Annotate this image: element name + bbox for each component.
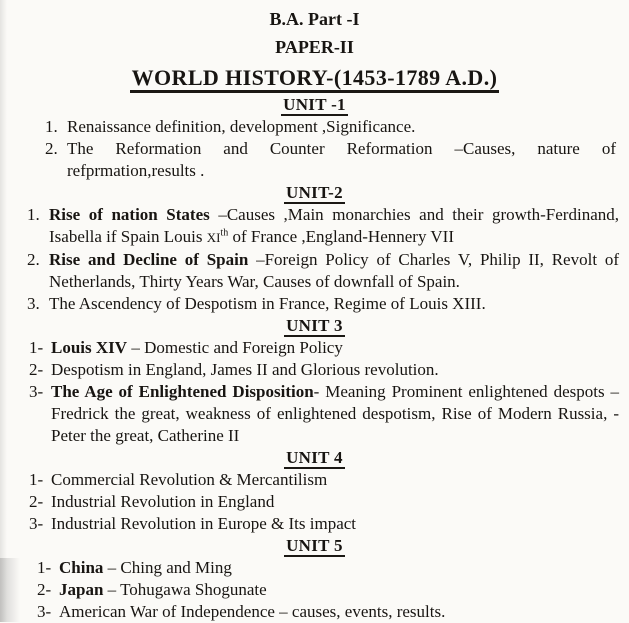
list-item — [27, 249, 619, 293]
item-bold-text: Louis XIV — [51, 338, 128, 357]
item-text: Industrial Revolution in England — [51, 492, 275, 511]
unit-heading-1 — [0, 94, 629, 116]
item-text: –Causes ,Main monarchies and their growth-Ferdinand, Isabella if Spain Louis — [49, 205, 619, 246]
item-text: The Reformation and Counter Reformation –Causes, nature of refprmation,results . — [67, 139, 616, 180]
item-bold-text: Japan — [59, 580, 104, 599]
list-item — [37, 557, 619, 579]
list-item — [27, 293, 619, 315]
item-marker: 1- — [37, 558, 52, 577]
item-text: - Meaning Prominent enlightened despots – Fredrick the great, weakness of enlightened despotism, Rise of Modern Russia, -Peter the great, Catherine II — [51, 382, 619, 445]
unit-heading-4-text: UNIT 4 — [286, 448, 343, 467]
item-marker: 2- — [29, 360, 44, 379]
unit-3-items — [29, 337, 619, 447]
superscript: th — [220, 227, 229, 239]
item-text: –Foreign Policy of Charles V, Philip II, Revolt of Netherlands, Thirty Years War, Causes of downfall of Spain. — [49, 250, 619, 291]
unit-5-items — [37, 557, 619, 623]
item-bold-text: China — [59, 558, 104, 577]
list-item — [45, 116, 616, 138]
unit-heading-4 — [0, 447, 629, 469]
unit-heading-3-text: UNIT 3 — [286, 316, 343, 335]
item-bold-text: Rise of nation States — [49, 205, 210, 224]
list-item — [29, 381, 619, 447]
list-item — [29, 337, 619, 359]
item-bold-text: The Age of Enlightened Disposition — [51, 382, 314, 401]
item-text: Commercial Revolution & Mercantilism — [51, 470, 328, 489]
list-item — [29, 491, 619, 513]
list-item — [29, 359, 619, 381]
item-marker: 2. — [27, 250, 40, 269]
list-item — [29, 513, 619, 535]
scan-smudge — [0, 558, 20, 622]
item-marker: 2- — [29, 492, 44, 511]
item-text: American War of Independence – causes, events, results. — [59, 602, 446, 621]
list-item — [27, 204, 619, 249]
course-title: B.A. Part -I — [269, 9, 360, 29]
unit-heading-3 — [0, 315, 629, 337]
list-item — [45, 138, 616, 182]
page-title — [0, 61, 629, 94]
item-marker: 3- — [37, 602, 52, 621]
item-marker: 3- — [29, 382, 44, 401]
item-text: Renaissance definition, development ,Significance. — [67, 117, 416, 136]
item-text: Industrial Revolution in Europe & Its impact — [51, 514, 357, 533]
item-marker: 3. — [27, 294, 40, 313]
item-text: Despotism in England, James II and Glorious revolution. — [51, 360, 439, 379]
unit-4-items — [29, 469, 619, 535]
item-marker: 3- — [29, 514, 44, 533]
item-marker: 2- — [37, 580, 52, 599]
unit-heading-5 — [0, 535, 629, 557]
list-item — [37, 601, 619, 623]
unit-2-items — [27, 204, 619, 315]
item-marker: 1. — [27, 205, 40, 224]
item-text: – Ching and Ming — [103, 558, 232, 577]
list-item — [29, 469, 619, 491]
unit-1-items — [45, 116, 616, 182]
unit-heading-2-text: UNIT-2 — [286, 183, 343, 202]
unit-heading-1-text: UNIT -1 — [283, 95, 346, 114]
item-text: – Domestic and Foreign Policy — [127, 338, 343, 357]
item-marker: 1- — [29, 470, 44, 489]
item-bold-text: Rise and Decline of Spain — [49, 250, 249, 269]
unit-heading-2 — [0, 182, 629, 204]
item-text: The Ascendency of Despotism in France, Regime of Louis XIII. — [49, 294, 486, 313]
page-title-text: WORLD HISTORY-(1453-1789 A.D.) — [130, 65, 500, 93]
item-text-cont: of France ,England-Hennery VII — [228, 227, 455, 246]
roman-numeral: XI — [206, 230, 221, 245]
paper-number: PAPER-II — [275, 37, 354, 57]
unit-heading-5-text: UNIT 5 — [286, 536, 343, 555]
item-marker: 1. — [45, 117, 58, 136]
item-marker: 1- — [29, 338, 44, 357]
item-text: – Tohugawa Shogunate — [103, 580, 267, 599]
item-marker: 2. — [45, 139, 58, 158]
list-item — [37, 579, 619, 601]
